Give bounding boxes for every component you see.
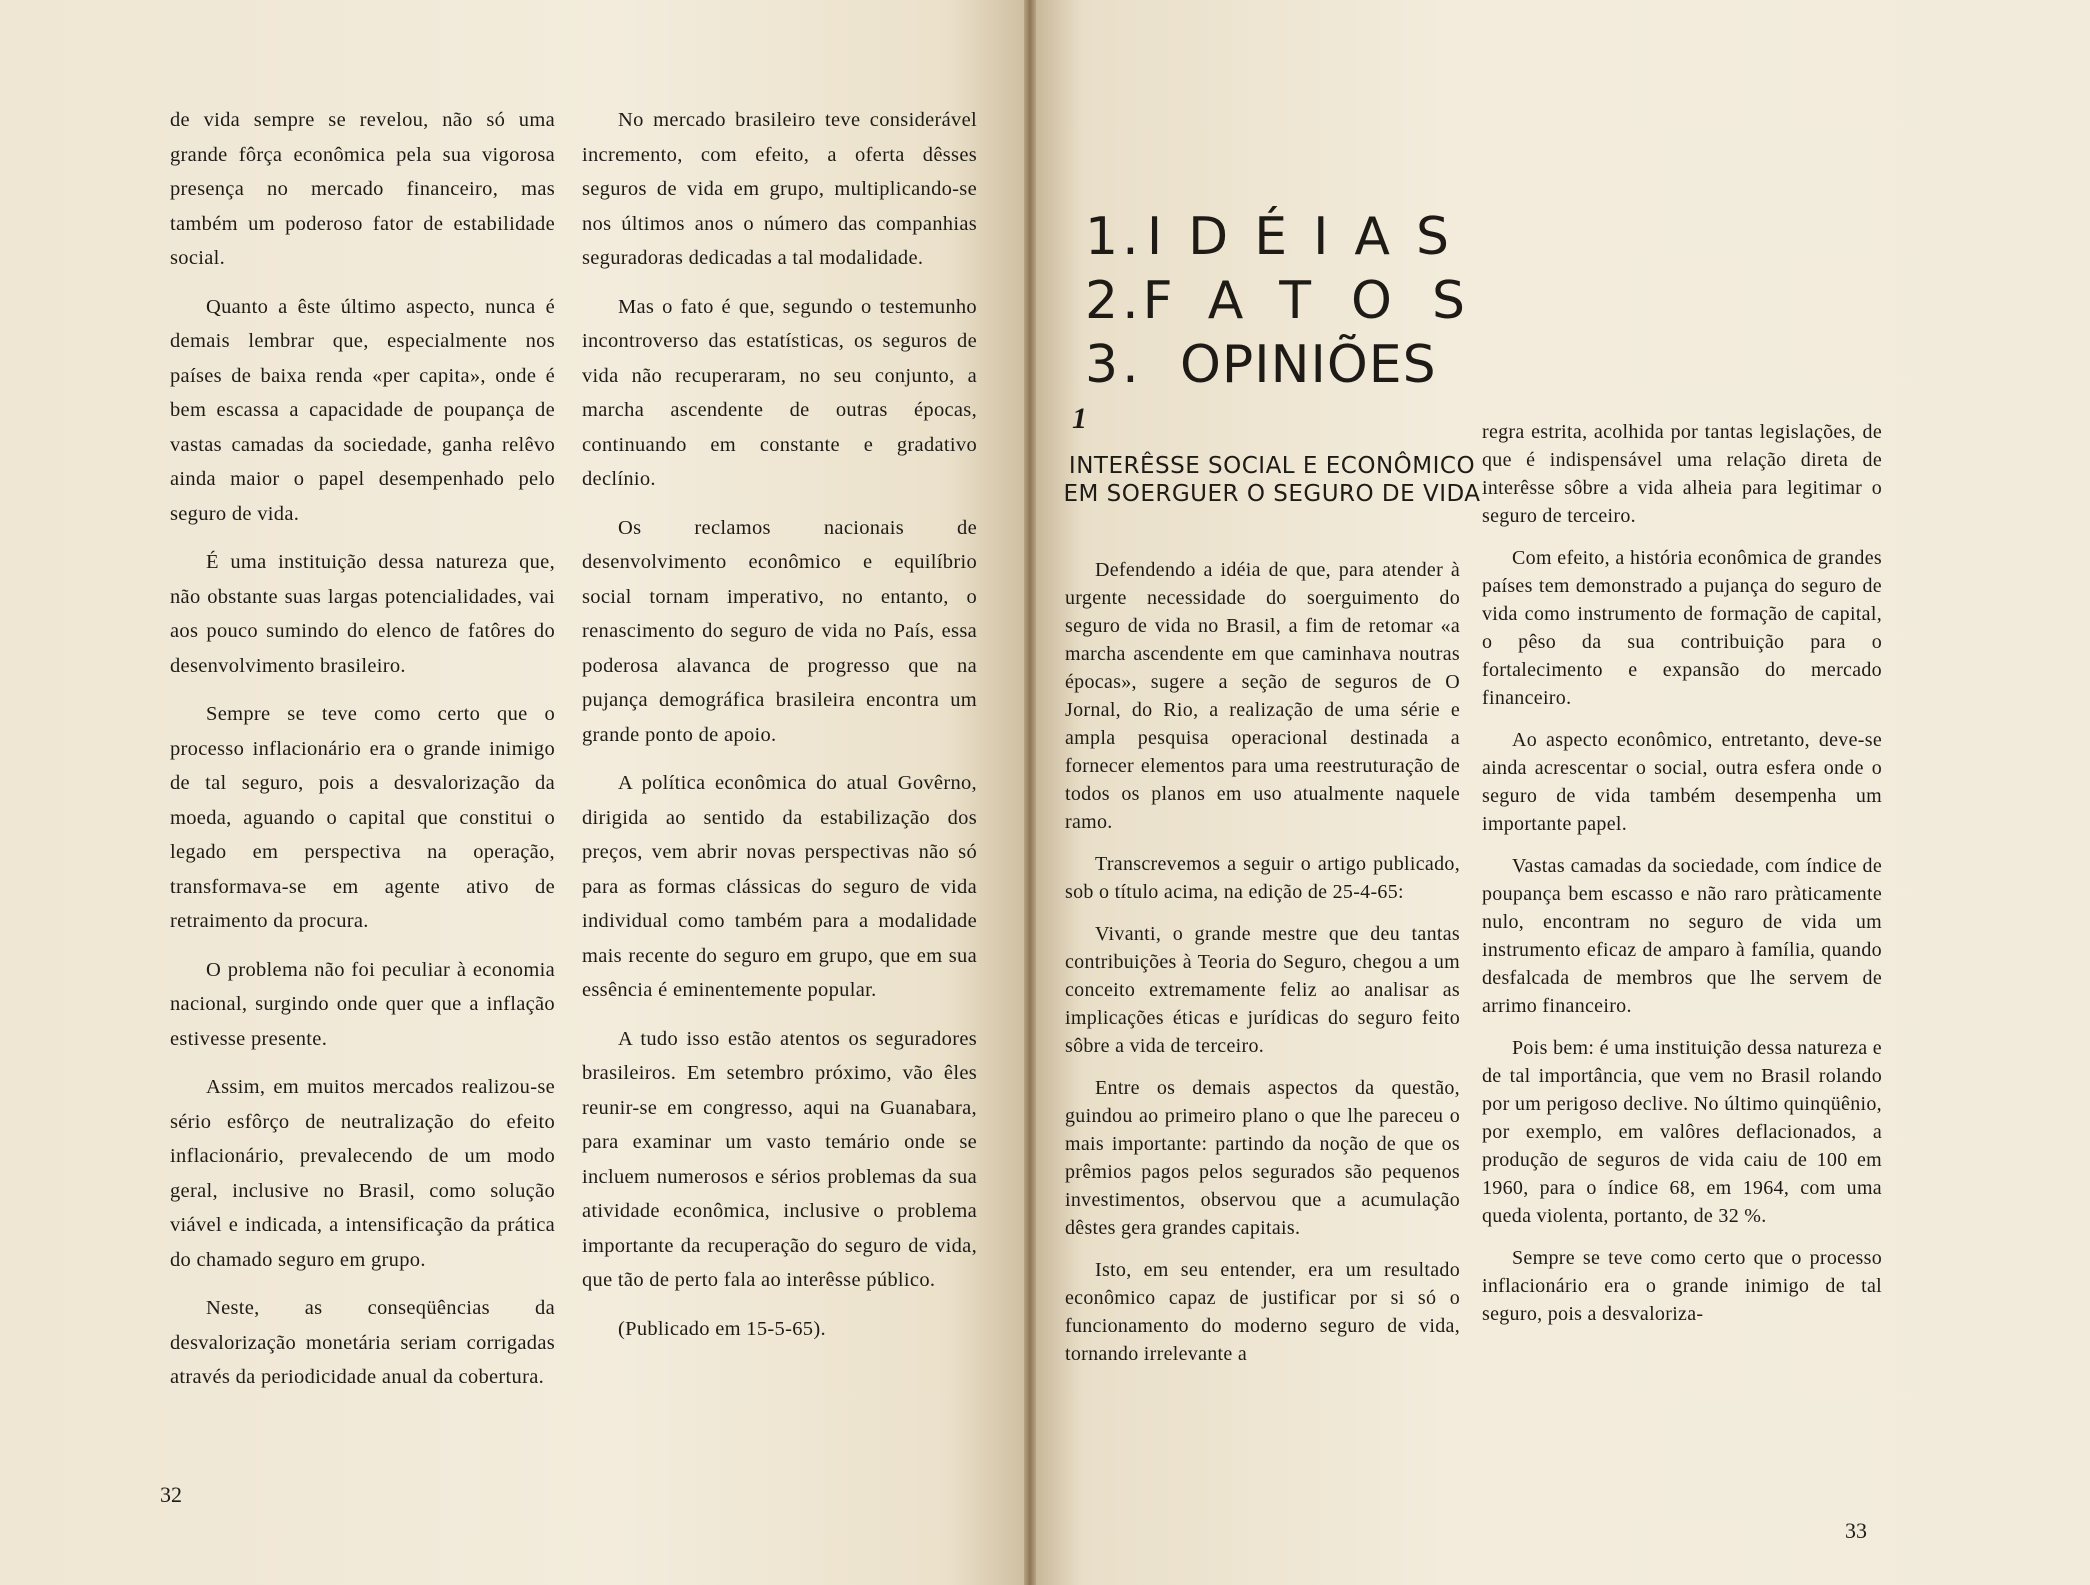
paragraph: Entre os demais aspectos da questão, guindou ao primeiro plano o que lhe pareceu o mais importante: partindo da noção de que os prêmios pagos pelos segurados são pequenos investimentos, observou que a acumulação dêstes gera grandes capitais. [1065, 1077, 1460, 1239]
paragraph: Transcrevemos a seguir o artigo publicado, sob o título acima, na edição de 25-4-65: [1065, 853, 1460, 903]
paragraph: Mas o fato é que, segundo o testemunho incontroverso das estatísticas, os seguros de vida não recuperaram, no seu conjunto, a marcha ascendente de outras épocas, continuando em constante e gradativo declínio. [582, 295, 977, 490]
section-number: 1 [1072, 402, 1087, 435]
paragraph: Quanto a êste último aspecto, nunca é demais lembrar que, especialmente nos países de baixa renda «per capita», onde é bem escassa a capacidade de poupança de vastas camadas da sociedade, ganha relêvo ainda maior o papel desempenhado pelo seguro de vida. [170, 295, 555, 525]
heading-line: 1. IDÉIAS [1085, 207, 1475, 267]
heading-word: IDÉIAS [1146, 207, 1475, 267]
heading-word: OPINIÕES [1180, 335, 1437, 395]
heading-line: 2. FATOS [1085, 271, 1505, 331]
right-page-column-1 [1065, 556, 1460, 1382]
paragraph: de vida sempre se revelou, não só uma grande fôrça econômica pela sua vigorosa presença no mercado financeiro, mas também um poderoso fator de estabilidade social. [170, 109, 555, 269]
left-page-column-2 [582, 103, 977, 1360]
article-title: INTERÊSSE SOCIAL E ECONÔMICO EM SOERGUER O SEGURO DE VIDA [1063, 453, 1481, 507]
paragraph: Assim, em muitos mercados realizou-se sério esfôrço de neutralização do efeito inflacionário, prevalecendo de um modo geral, inclusive no Brasil, como solução viável e indicada, a intensificação da prática do chamado seguro em grupo. [170, 1076, 555, 1271]
paragraph: Com efeito, a história econômica de grandes países tem demonstrado a pujança do seguro de vida como instrumento de formação de capital, o pêso da sua contribuição para o fortalecimento e expansão do mercado financeiro. [1482, 547, 1882, 709]
paragraph: O problema não foi peculiar à economia nacional, surgindo onde quer que a inflação estivesse presente. [170, 958, 555, 1050]
paragraph: Vastas camadas da sociedade, com índice de poupança bem escasso e não raro pràticamente nulo, encontram no seguro de vida um instrumento eficaz de amparo à família, quando desfalcada de membros que lhe servem de arrimo financeiro. [1482, 855, 1882, 1017]
paragraph: No mercado brasileiro teve considerável incremento, com efeito, a oferta dêsses seguros de vida em grupo, multiplicando-se nos últimos anos o número das companhias seguradoras dedicadas a tal modalidade. [582, 109, 977, 269]
paragraph: A tudo isso estão atentos os seguradores brasileiros. Em setembro próximo, vão êles reunir-se em congresso, aqui na Guanabara, para examinar um vasto temário onde se incluem numerosos e sérios problemas da sua atividade econômica, inclusive o problema importante da recuperação do seguro de vida, que tão de perto fala ao interêsse público. [582, 1027, 977, 1291]
section-heading [1085, 205, 1505, 397]
page-number-right: 33 [1845, 1518, 1867, 1543]
paragraph: Vivanti, o grande mestre que deu tantas contribuições à Teoria do Seguro, chegou a um conceito extremamente feliz ao analisar as implicações éticas e jurídicas do seguro feito sôbre a vida de terceiro. [1065, 923, 1460, 1057]
paragraph: Os reclamos nacionais de desenvolvimento econômico e equilíbrio social tornam imperativo, no entanto, o renascimento do seguro de vida no País, essa poderosa alavanca de progresso que na pujança demográfica brasileira encontra um grande ponto de apoio. [582, 516, 977, 746]
paragraph: Ao aspecto econômico, entretanto, deve-se ainda acrescentar o social, outra esfera onde o seguro de vida também desempenha um importante papel. [1482, 729, 1882, 835]
paragraph: É uma instituição dessa natureza que, não obstante suas largas potencialidades, vai aos pouco sumindo do elenco de fatôres do desenvolvimento brasileiro. [170, 551, 555, 677]
publication-note: (Publicado em 15-5-65). [618, 1317, 826, 1340]
heading-word: FATOS [1142, 271, 1505, 331]
paragraph: Pois bem: é uma instituição dessa natureza e de tal importância, que vem no Brasil rolando por um perigoso declive. No último quinqüênio, por exemplo, em valôres deflacionados, a produção de seguros de vida caiu de 100 em 1960, para o índice 68, em 1964, com uma queda violenta, portanto, de 32 %. [1482, 1037, 1882, 1227]
right-page-column-2 [1482, 418, 1882, 1342]
paragraph: Neste, as conseqüências da desvalorização monetária seriam corrigadas através da periodicidade anual da cobertura. [170, 1297, 555, 1388]
paragraph: Sempre se teve como certo que o processo inflacionário era o grande inimigo de tal seguro, pois a desvaloriza- [1482, 1247, 1882, 1325]
paragraph: Sempre se teve como certo que o processo inflacionário era o grande inimigo de tal seguro, pois a desvalorização da moeda, aguando o capital que constitui o legado em perspectiva na operação, transformava-se em agente ativo de retraimento da procura. [170, 703, 555, 932]
paragraph: regra estrita, acolhida por tantas legislações, de que é indispensável uma relação direta de interêsse sôbre a vida alheia para legitimar o seguro de terceiro. [1482, 421, 1882, 527]
paragraph: A política econômica do atual Govêrno, dirigida ao sentido da estabilização dos preços, vem abrir novas perspectivas não só para as formas clássicas do seguro de vida individual como também para a modalidade mais recente do seguro em grupo, que em sua essência é eminentemente popular. [582, 772, 977, 1001]
left-page-column-1 [170, 103, 555, 1409]
page-number-left: 32 [160, 1482, 182, 1507]
book-gutter [1024, 0, 1036, 1585]
paragraph: Isto, em seu entender, era um resultado econômico capaz de justificar por si só o funcionamento do moderno seguro de vida, tornando irrelevante a [1065, 1259, 1460, 1365]
paragraph: Defendendo a idéia de que, para atender à urgente necessidade do soerguimento do seguro de vida no Brasil, a fim de retomar «a marcha ascendente em que caminhava noutras épocas», sugere a seção de seguros de O Jornal, do Rio, a realização de uma série e ampla pesquisa operacional destinada a fornecer elementos para uma reestruturação de todos os planos em uso atualmente naquele ramo. [1065, 559, 1460, 833]
heading-line: 3. OPINIÕES [1085, 333, 1475, 397]
